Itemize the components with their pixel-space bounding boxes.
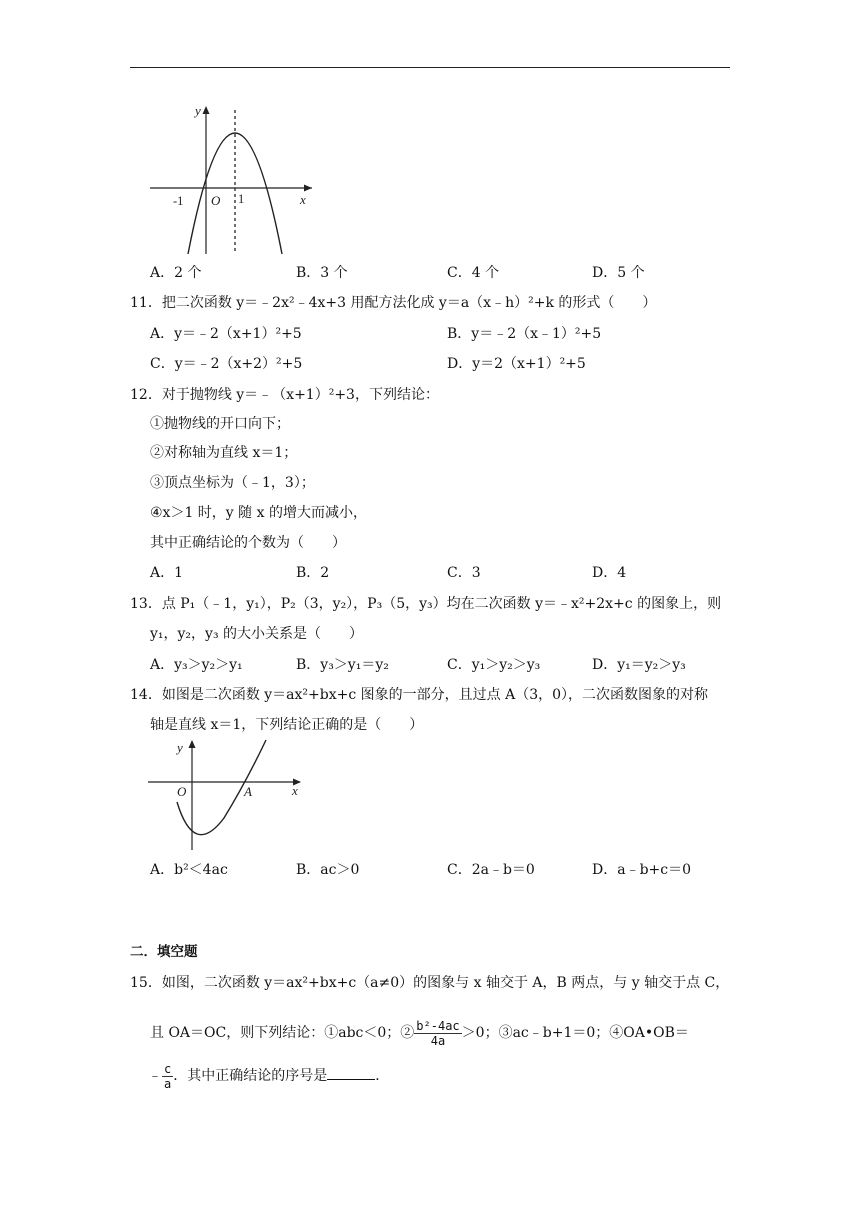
- q15-line3-post: ．其中正确结论的序号是: [173, 1068, 328, 1084]
- q14-y-arrow: [189, 740, 196, 748]
- q15-frac1-numerator: b²-4ac: [416, 1018, 460, 1033]
- q13-option-c[interactable]: C．y₁＞y₂＞y₃: [447, 657, 541, 673]
- q10-parabola-curve: [188, 133, 282, 254]
- q12-option-a[interactable]: A．1: [150, 565, 184, 581]
- q14-option-b[interactable]: B．ac＞0: [296, 862, 360, 878]
- q10-parabola-figure: [148, 100, 318, 260]
- q10-option-b[interactable]: B．3 个: [296, 265, 348, 281]
- q11-option-a[interactable]: A．y＝﹣2（x+1）²+5: [150, 326, 302, 342]
- q15-fraction-discriminant: [414, 1019, 461, 1048]
- q10-graph-svg: [148, 100, 318, 260]
- q14-parabola-curve: [177, 740, 266, 835]
- q15-frac2-denominator: a: [164, 1076, 172, 1091]
- section-heading-fill-in: 二．填空题: [130, 944, 198, 960]
- q13-option-d[interactable]: D．y₁＝y₂＞y₃: [592, 657, 686, 673]
- q12-item-4: ④x＞1 时，y 随 x 的增大而减小，: [150, 505, 367, 521]
- q14-x-label: x: [292, 783, 298, 798]
- q15-line3-end: ．: [375, 1068, 390, 1084]
- q15-line3-pre: ﹣: [148, 1068, 162, 1084]
- q11-option-d[interactable]: D．y＝2（x+1）²+5: [447, 356, 586, 372]
- q10-tick-1: 1: [238, 192, 245, 206]
- q14-parabola-figure: [146, 738, 308, 854]
- q10-x-arrow: [304, 185, 312, 192]
- q15-line2-post: ＞0；③ac﹣b+1＝0；④OA•OB＝: [461, 1025, 689, 1041]
- q15-fraction-c-over-a: [162, 1062, 173, 1091]
- q13-option-b[interactable]: B．y₃＞y₁＝y₂: [296, 657, 389, 673]
- q12-option-d[interactable]: D．4: [592, 565, 627, 581]
- q14-option-a[interactable]: A．b²＜4ac: [150, 862, 228, 878]
- q15-answer-blank[interactable]: [327, 1065, 375, 1080]
- q12-question: 其中正确结论的个数为（ ）: [150, 535, 346, 551]
- q12-option-b[interactable]: B．2: [296, 565, 330, 581]
- header-rule: [130, 67, 730, 68]
- q12-option-c[interactable]: C．3: [447, 565, 481, 581]
- q12-item-3: ③顶点坐标为（﹣1，3）；: [150, 475, 315, 491]
- q11-option-c[interactable]: C．y＝﹣2（x+2）²+5: [150, 356, 303, 372]
- q15-stem-line2: [150, 1018, 689, 1048]
- q14-point-a-label: A: [244, 784, 252, 799]
- q10-x-label: x: [300, 192, 306, 207]
- q13-stem-line1: 13．点 P₁（﹣1，y₁），P₂（3，y₂），P₃（5，y₃）均在二次函数 y＝﹣x²+2x+c 的图象上，则: [130, 596, 722, 612]
- q15-stem-line3: [148, 1060, 389, 1092]
- q14-y-label: y: [177, 740, 183, 755]
- q15-line2-pre: 且 OA＝OC，则下列结论：①abc＜0；②: [150, 1025, 415, 1041]
- q15-stem-line1: 15．如图，二次函数 y＝ax²+bx+c（a≠0）的图象与 x 轴交于 A，B 两点，与 y 轴交于点 C，: [130, 975, 730, 991]
- q14-option-d[interactable]: D．a﹣b+c＝0: [592, 862, 692, 878]
- q10-y-label: y: [195, 103, 201, 118]
- q11-stem: 11．把二次函数 y＝﹣2x²﹣4x+3 用配方法化成 y＝a（x﹣h）²+k 的形式（ ）: [130, 295, 657, 311]
- q15-frac1-denominator: 4a: [430, 1033, 446, 1048]
- q10-option-c[interactable]: C．4 个: [447, 265, 500, 281]
- q13-option-a[interactable]: A．y₃＞y₂＞y₁: [150, 657, 243, 673]
- q13-stem-line2: y₁，y₂，y₃ 的大小关系是（ ）: [150, 626, 364, 642]
- q10-y-arrow: [203, 106, 210, 114]
- q10-tick-neg1: -1: [173, 194, 184, 208]
- q14-option-c[interactable]: C．2a﹣b＝0: [447, 862, 535, 878]
- q11-option-b[interactable]: B．y＝﹣2（x﹣1）²+5: [447, 326, 602, 342]
- q10-option-d[interactable]: D．5 个: [592, 265, 645, 281]
- q12-item-1: ①抛物线的开口向下；: [150, 416, 290, 432]
- q15-frac2-numerator: c: [164, 1061, 172, 1076]
- q10-origin-label: O: [211, 193, 221, 208]
- q12-stem: 12．对于抛物线 y＝﹣（x+1）²+3，下列结论：: [130, 387, 439, 403]
- q12-item-2: ②对称轴为直线 x＝1；: [150, 445, 298, 461]
- q14-origin-label: O: [177, 784, 187, 799]
- q10-option-a[interactable]: A．2 个: [150, 265, 202, 281]
- q14-stem-line2: 轴是直线 x＝1，下列结论正确的是（ ）: [150, 717, 424, 733]
- q14-graph-svg: [146, 738, 308, 854]
- q14-stem-line1: 14．如图是二次函数 y＝ax²+bx+c 图象的一部分，且过点 A（3，0），二次函数图象的对称: [130, 687, 709, 703]
